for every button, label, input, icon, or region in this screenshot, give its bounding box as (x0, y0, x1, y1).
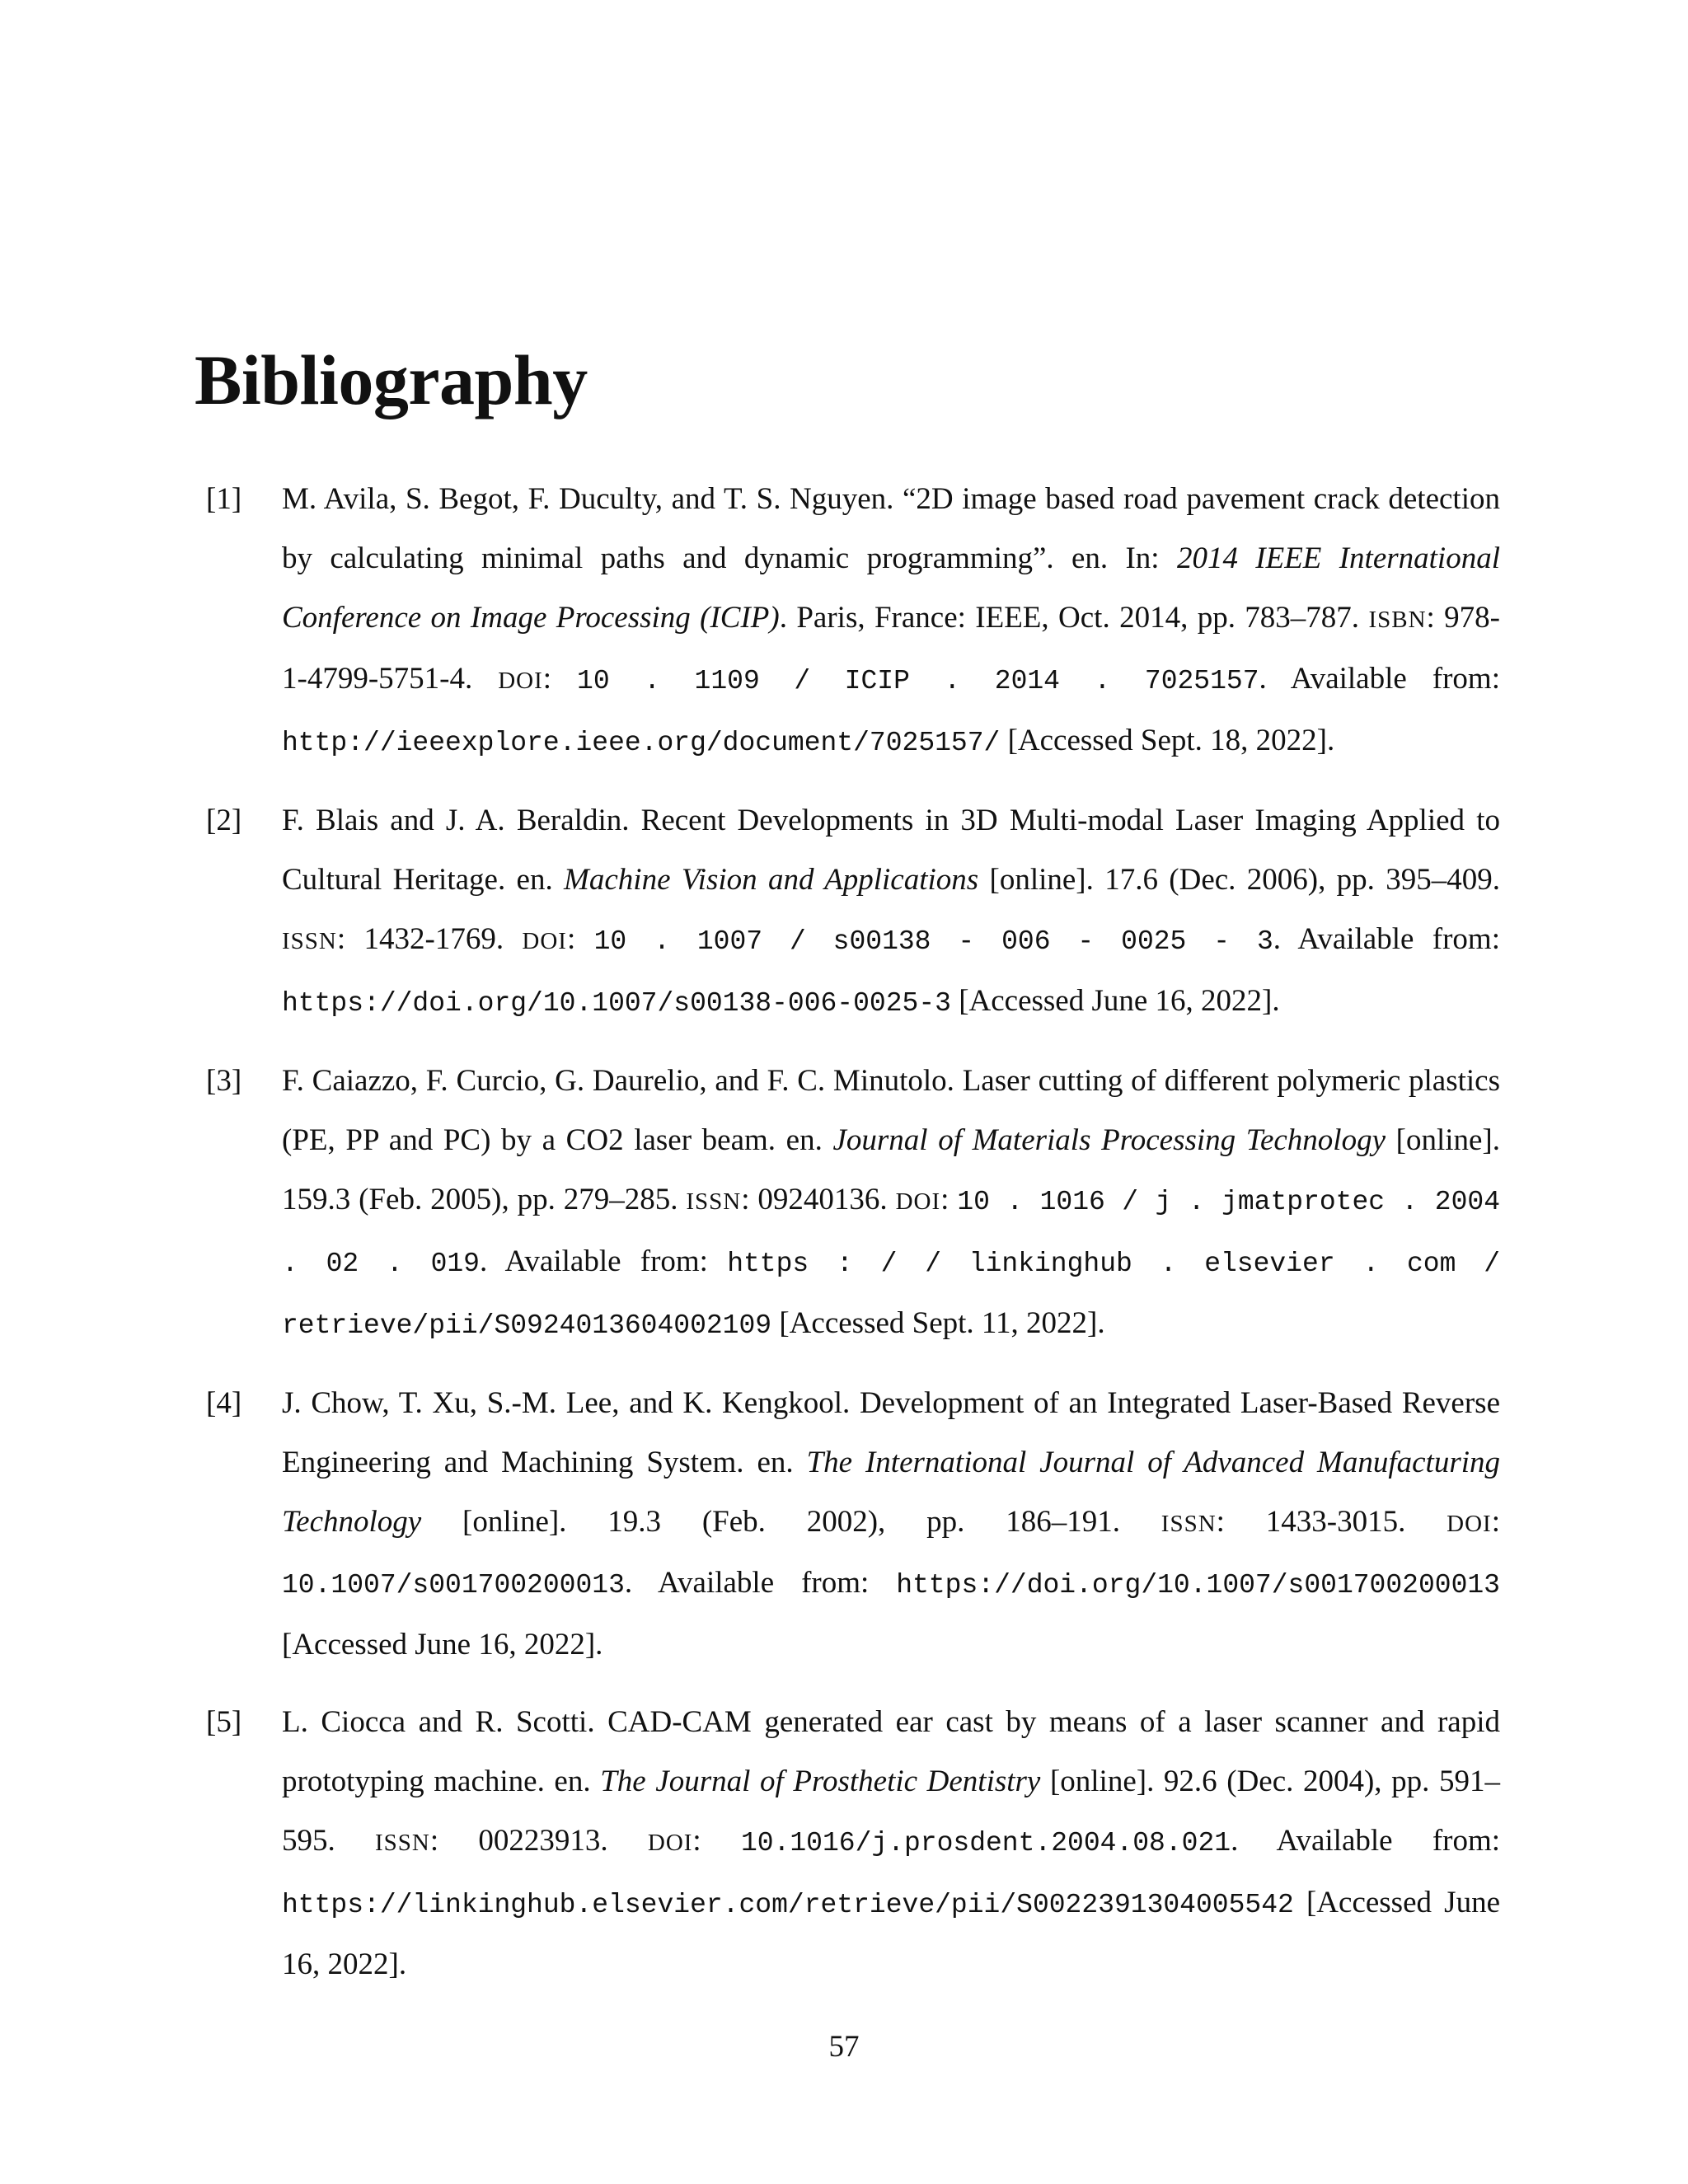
issn-value: : 09240136. (741, 1183, 896, 1216)
issn-label: ISSN (1160, 1511, 1217, 1537)
doi-link[interactable]: 10.1016/j.prosdent.2004.08.021 (740, 1828, 1231, 1858)
entry-publication-details: [online]. 159.3 (Feb. 2005), pp. 279–285. (282, 1123, 1500, 1216)
accessed-date: [Accessed June 16, 2022]. (282, 1628, 603, 1661)
bibliography-entry: [4] J. Chow, T. Xu, S.-M. Lee, and K. Kengkool. Development of an Integrated Laser-Based Reverse Engineering and Machining System. en. The International Journal of Advanced Manufacturing Technology [online]. 19.3 (Feb. 2002), pp. 186–191. ISSN: 1433-3015. DOI: 10.1007/s001700200013. Available from: https://doi.org/10.1007/s001700200013 [Accessed June 16, 2022]. (206, 1374, 1500, 1675)
page-title: Bibliography (195, 340, 588, 419)
isbn-label: ISBN (1368, 607, 1427, 633)
entry-authors-title: J. Chow, T. Xu, S.-M. Lee, and K. Kengkool. Development of an Integrated Laser-Based Reverse Engineering and Machining System. en. (282, 1386, 1500, 1479)
available-from-label: . Available from: (624, 1566, 897, 1600)
doi-link[interactable]: 10.1007/s001700200013 (282, 1570, 625, 1601)
page-number: 57 (828, 2030, 860, 2064)
entry-venue: Journal of Materials Processing Technology (832, 1123, 1386, 1157)
available-from-label: . Available from: (480, 1244, 728, 1278)
entry-authors-title: M. Avila, S. Begot, F. Duculty, and T. S. Nguyen. “2D image based road pavement crack detection by calculating minimal paths and dynamic programming”. en. In: (282, 482, 1500, 575)
entry-number: [2] (206, 804, 242, 837)
doi-label: DOI (1447, 1511, 1492, 1537)
doi-label: DOI (522, 928, 567, 954)
entry-publication-details: [online]. 17.6 (Dec. 2006), pp. 395–409. (978, 863, 1500, 897)
entry-number: [3] (206, 1064, 242, 1098)
bibliography-entry: [2] F. Blais and J. A. Beraldin. Recent Developments in 3D Multi-modal Laser Imaging Applied to Cultural Heritage. en. Machine Vision and Applications [online]. 17.6 (Dec. 2006), pp. 395–409. ISSN: 1432-1769. DOI: 10 . 1007 / s00138 - 006 - 0025 - 3. Available from: https://doi.org/10.1007/s00138-006-0025-3 [Accessed June 16, 2022]. (206, 791, 1500, 1033)
issn-value: : 1432-1769. (336, 922, 523, 956)
bibliography-entry: [5] L. Ciocca and R. Scotti. CAD-CAM generated ear cast by means of a laser scanner and rapid prototyping machine. en. The Journal of Prosthetic Dentistry [online]. 92.6 (Dec. 2004), pp. 591–595. ISSN: 00223913. DOI: 10.1016/j.prosdent.2004.08.021. Available from: https://linkinghub.elsevier.com/retrieve/pii/S0022391304005542 [Accessed June 16, 2022]. (206, 1693, 1500, 1994)
available-from-label: . Available from: (1273, 922, 1500, 956)
entry-publication-details: [online]. 92.6 (Dec. 2004), pp. 591–595. (282, 1765, 1500, 1858)
issn-value: : 1433-3015. (1216, 1505, 1447, 1539)
entry-venue: The International Journal of Advanced Manufacturing Technology (282, 1446, 1501, 1539)
accessed-date: [Accessed June 16, 2022]. (282, 1886, 1500, 1981)
entry-authors-title: F. Blais and J. A. Beraldin. Recent Developments in 3D Multi-modal Laser Imaging Applied to Cultural Heritage. en. (282, 804, 1500, 897)
available-from-label: . Available from: (1231, 1824, 1501, 1858)
bibliography-entry: [1] M. Avila, S. Begot, F. Duculty, and T. S. Nguyen. “2D image based road pavement crack detection by calculating minimal paths and dynamic programming”. en. In: 2014 IEEE International Conference on Image Processing (ICIP). Paris, France: IEEE, Oct. 2014, pp. 783–787. ISBN: 978-1-4799-5751-4. DOI: 10 . 1109 / ICIP . 2014 . 7025157. Available from: http://ieeexplore.ieee.org/document/7025157/ [Accessed Sept. 18, 2022]. (206, 470, 1500, 773)
entry-number: [5] (206, 1705, 242, 1739)
doi-link[interactable]: 10 . 1109 / ICIP . 2014 . 7025157 (577, 666, 1259, 696)
doi-link[interactable]: 10 . 1016 / j . jmatprotec . 2004 . 02 . 019 (282, 1187, 1500, 1279)
url-link[interactable]: https://linkinghub.elsevier.com/retrieve/pii/S0022391304005542 (282, 1890, 1294, 1920)
doi-label: DOI (647, 1830, 693, 1856)
bibliography-entry: [3] F. Caiazzo, F. Curcio, G. Daurelio, and F. C. Minutolo. Laser cutting of different polymeric plastics (PE, PP and PC) by a CO2 laser beam. en. Journal of Materials Processing Technology [online]. 159.3 (Feb. 2005), pp. 279–285. ISSN: 09240136. DOI: 10 . 1016 / j . jmatprotec . 2004 . 02 . 019. Available from: https : / / linkinghub . elsevier . com / retrieve/pii/S0924013604002109 [Accessed Sept. 11, 2022]. (206, 1052, 1500, 1356)
accessed-date: [Accessed Sept. 18, 2022]. (1000, 724, 1335, 757)
doi-link[interactable]: 10 . 1007 / s00138 - 006 - 0025 - 3 (593, 926, 1273, 957)
isbn-value: : 978-1-4799-5751-4. (282, 601, 1500, 696)
bibliography-list (206, 470, 1500, 2013)
entry-publication-details: . Paris, France: IEEE, Oct. 2014, pp. 783–787. (779, 601, 1369, 635)
issn-label: ISSN (282, 928, 337, 954)
issn-value: : 00223913. (429, 1824, 648, 1858)
available-from-label: . Available from: (1259, 662, 1500, 696)
entry-venue: 2014 IEEE International Conference on Image Processing (ICIP) (282, 541, 1500, 635)
entry-authors-title: F. Caiazzo, F. Curcio, G. Daurelio, and F. C. Minutolo. Laser cutting of different polymeric plastics (PE, PP and PC) by a CO2 laser beam. en. (282, 1064, 1500, 1157)
doi-label: DOI (498, 668, 543, 694)
url-link[interactable]: http://ieeexplore.ieee.org/document/7025157/ (282, 728, 1001, 758)
entry-venue: The Journal of Prosthetic Dentistry (600, 1765, 1041, 1798)
issn-label: ISSN (375, 1830, 430, 1856)
url-link[interactable]: https://doi.org/10.1007/s001700200013 (896, 1570, 1500, 1601)
doi-label: DOI (895, 1188, 941, 1215)
entry-publication-details: [online]. 19.3 (Feb. 2002), pp. 186–191. (421, 1505, 1161, 1539)
url-link[interactable]: https : / / linkinghub . elsevier . com / retrieve/pii/S0924013604002109 (282, 1249, 1500, 1341)
entry-venue: Machine Vision and Applications (564, 863, 979, 897)
url-link[interactable]: https://doi.org/10.1007/s00138-006-0025-3 (282, 988, 951, 1019)
entry-number: [1] (206, 482, 242, 516)
accessed-date: [Accessed Sept. 11, 2022]. (771, 1306, 1105, 1340)
entry-authors-title: L. Ciocca and R. Scotti. CAD-CAM generated ear cast by means of a laser scanner and rapid prototyping machine. en. (282, 1705, 1500, 1798)
accessed-date: [Accessed June 16, 2022]. (950, 984, 1280, 1018)
entry-number: [4] (206, 1386, 242, 1420)
issn-label: ISSN (686, 1188, 742, 1215)
